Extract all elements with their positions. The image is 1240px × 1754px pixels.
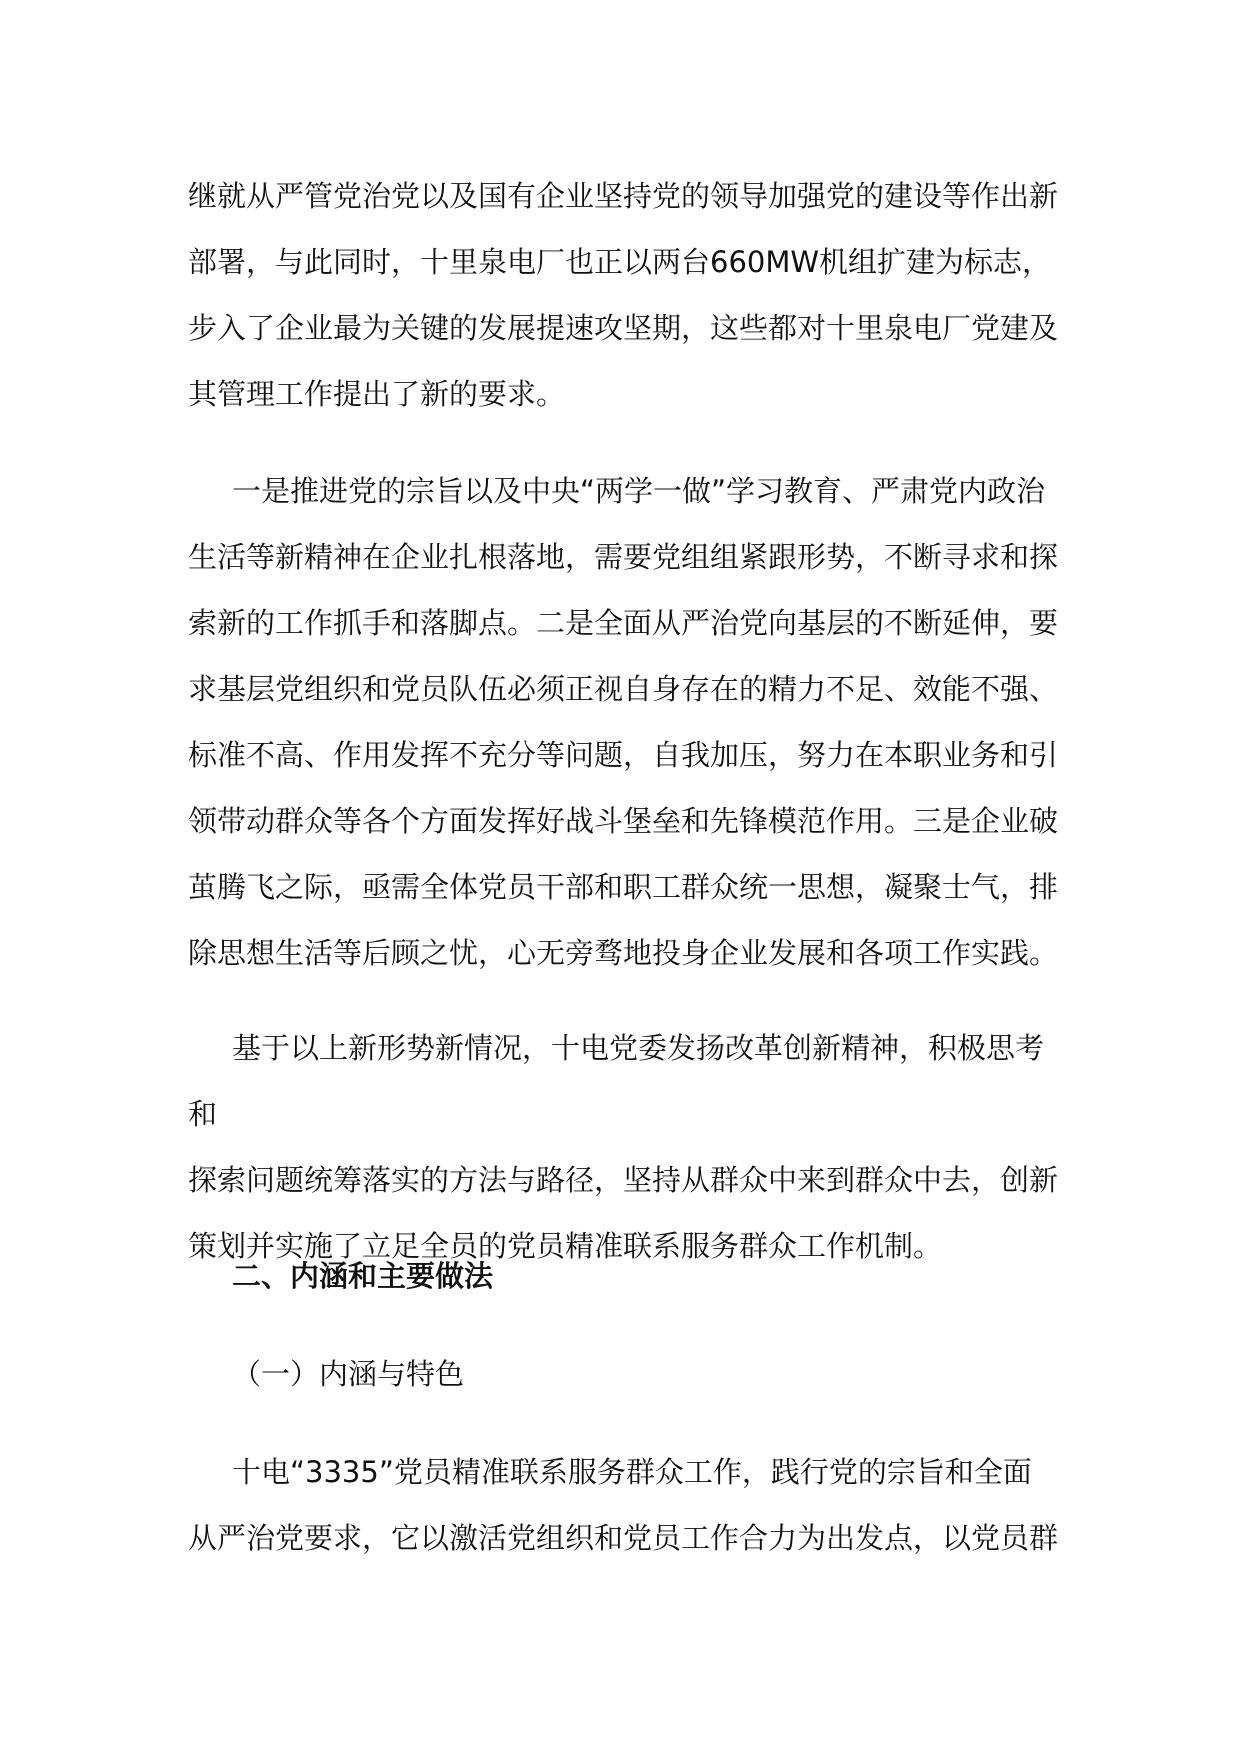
paragraph-line: 继就从严管党治党以及国有企业坚持党的领导加强党的建设等作出新 (188, 179, 1059, 213)
paragraph-line: 一是推进党的宗旨以及中央“两学一做”学习教育、严肃党内政治 (232, 474, 1046, 508)
paragraph-line: 求基层党组织和党员队伍必须正视自身存在的精力不足、效能不强、 (188, 672, 1059, 706)
paragraph-line: 从严治党要求，它以激活党组织和党员工作合力为出发点，以党员群 (188, 1521, 1059, 1555)
section-heading (188, 1243, 1058, 1309)
paragraph-3 (188, 1015, 1058, 1279)
section-heading-text: 二、内涵和主要做法 (232, 1259, 494, 1293)
paragraph-line: 除思想生活等后顾之忧，心无旁骛地投身企业发展和各项工作实践。 (188, 936, 1059, 970)
paragraph-line: 十电“3335”党员精准联系服务群众工作，践行党的宗旨和全面 (232, 1455, 1032, 1489)
paragraph-line: 标准不高、作用发挥不充分等问题，自我加压，努力在本职业务和引 (188, 738, 1059, 772)
paragraph-1 (188, 163, 1058, 427)
paragraph-line: 索新的工作抓手和落脚点。二是全面从严治党向基层的不断延伸，要 (188, 606, 1059, 640)
paragraph-line: 策划并实施了立足全员的党员精准联系服务群众工作机制。 (188, 1229, 943, 1263)
paragraph-line: 探索问题统筹落实的方法与路径，坚持从群众中来到群众中去，创新 (188, 1163, 1059, 1197)
subsection-heading-text: （一）内涵与特色 (232, 1357, 465, 1391)
paragraph-4 (188, 1439, 1058, 1571)
paragraph-line: 其管理工作提出了新的要求。 (188, 377, 566, 411)
subsection-heading (188, 1341, 1058, 1407)
paragraph-line: 部署，与此同时，十里泉电厂也正以两台660MW机组扩建为标志， (188, 245, 1052, 279)
paragraph-line: 茧腾飞之际，亟需全体党员干部和职工群众统一思想，凝聚士气，排 (188, 870, 1059, 904)
paragraph-line: 基于以上新形势新情况，十电党委发扬改革创新精神，积极思考和 (188, 1031, 1045, 1131)
paragraph-line: 步入了企业最为关键的发展提速攻坚期，这些都对十里泉电厂党建及 (188, 311, 1059, 345)
paragraph-2 (188, 458, 1058, 986)
paragraph-line: 领带动群众等各个方面发挥好战斗堡垒和先锋模范作用。三是企业破 (188, 804, 1059, 838)
paragraph-line: 生活等新精神在企业扎根落地，需要党组组紧跟形势，不断寻求和探 (188, 540, 1059, 574)
